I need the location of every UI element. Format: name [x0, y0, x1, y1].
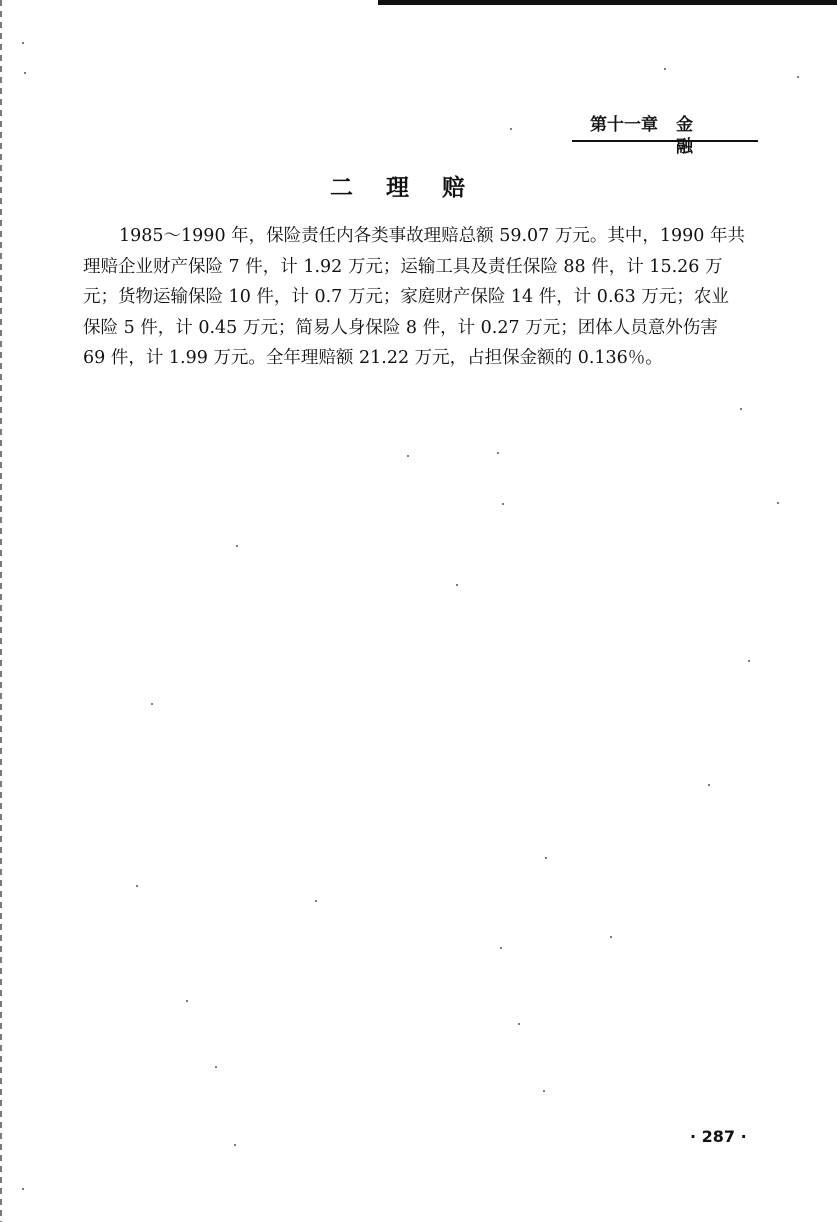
- scan-speck: [748, 660, 750, 662]
- scan-speck: [543, 1090, 545, 1092]
- body-line: 元；货物运输保险 10 件，计 0.7 万元；家庭财产保险 14 件，计 0.63 万元；农业: [83, 287, 729, 307]
- chapter-label: 第十一章: [590, 115, 658, 135]
- body-paragraph: [83, 221, 783, 374]
- scan-speck: [407, 455, 409, 457]
- scan-speck: [22, 1188, 24, 1190]
- top-border-rule: [378, 0, 837, 5]
- scan-speck: [24, 72, 26, 74]
- scan-speck: [518, 1023, 520, 1025]
- scan-speck: [234, 1144, 236, 1146]
- body-line: 理赔企业财产保险 7 件，计 1.92 万元；运输工具及责任保险 88 件，计 15.26 万: [83, 256, 723, 277]
- body-line: 69 件，计 1.99 万元。全年理赔额 21.22 万元，占担保金额的 0.136％。: [83, 348, 663, 368]
- running-header: [572, 114, 758, 157]
- scan-speck: [22, 42, 24, 44]
- scan-speck: [456, 584, 458, 586]
- body-line: 保险 5 件，计 0.45 万元；简易人身保险 8 件，计 0.27 万元；团体人员意外伤害: [83, 317, 718, 338]
- scan-speck: [500, 947, 502, 949]
- section-title: 二理赔: [330, 175, 498, 201]
- body-line: 1985～1990 年，保险责任内各类事故理赔总额 59.07 万元。其中，1990 年共: [119, 226, 745, 246]
- scan-speck: [215, 1066, 217, 1068]
- scan-speck: [497, 452, 499, 454]
- scan-speck: [510, 128, 512, 130]
- scan-speck: [186, 1000, 188, 1002]
- left-scan-edge: [0, 0, 2, 1222]
- chapter-subject: 金融: [676, 115, 723, 157]
- scan-speck: [236, 545, 238, 547]
- scan-speck: [777, 502, 779, 504]
- scan-speck: [610, 936, 612, 938]
- scan-speck: [740, 408, 742, 410]
- scan-speck: [664, 68, 666, 70]
- scan-speck: [315, 900, 317, 902]
- page-number: · 287 ·: [690, 1127, 747, 1146]
- scan-speck: [151, 703, 153, 705]
- scan-speck: [136, 885, 138, 887]
- scan-speck: [708, 784, 710, 786]
- scan-speck: [545, 857, 547, 859]
- scan-speck: [502, 503, 504, 505]
- scan-speck: [797, 76, 799, 78]
